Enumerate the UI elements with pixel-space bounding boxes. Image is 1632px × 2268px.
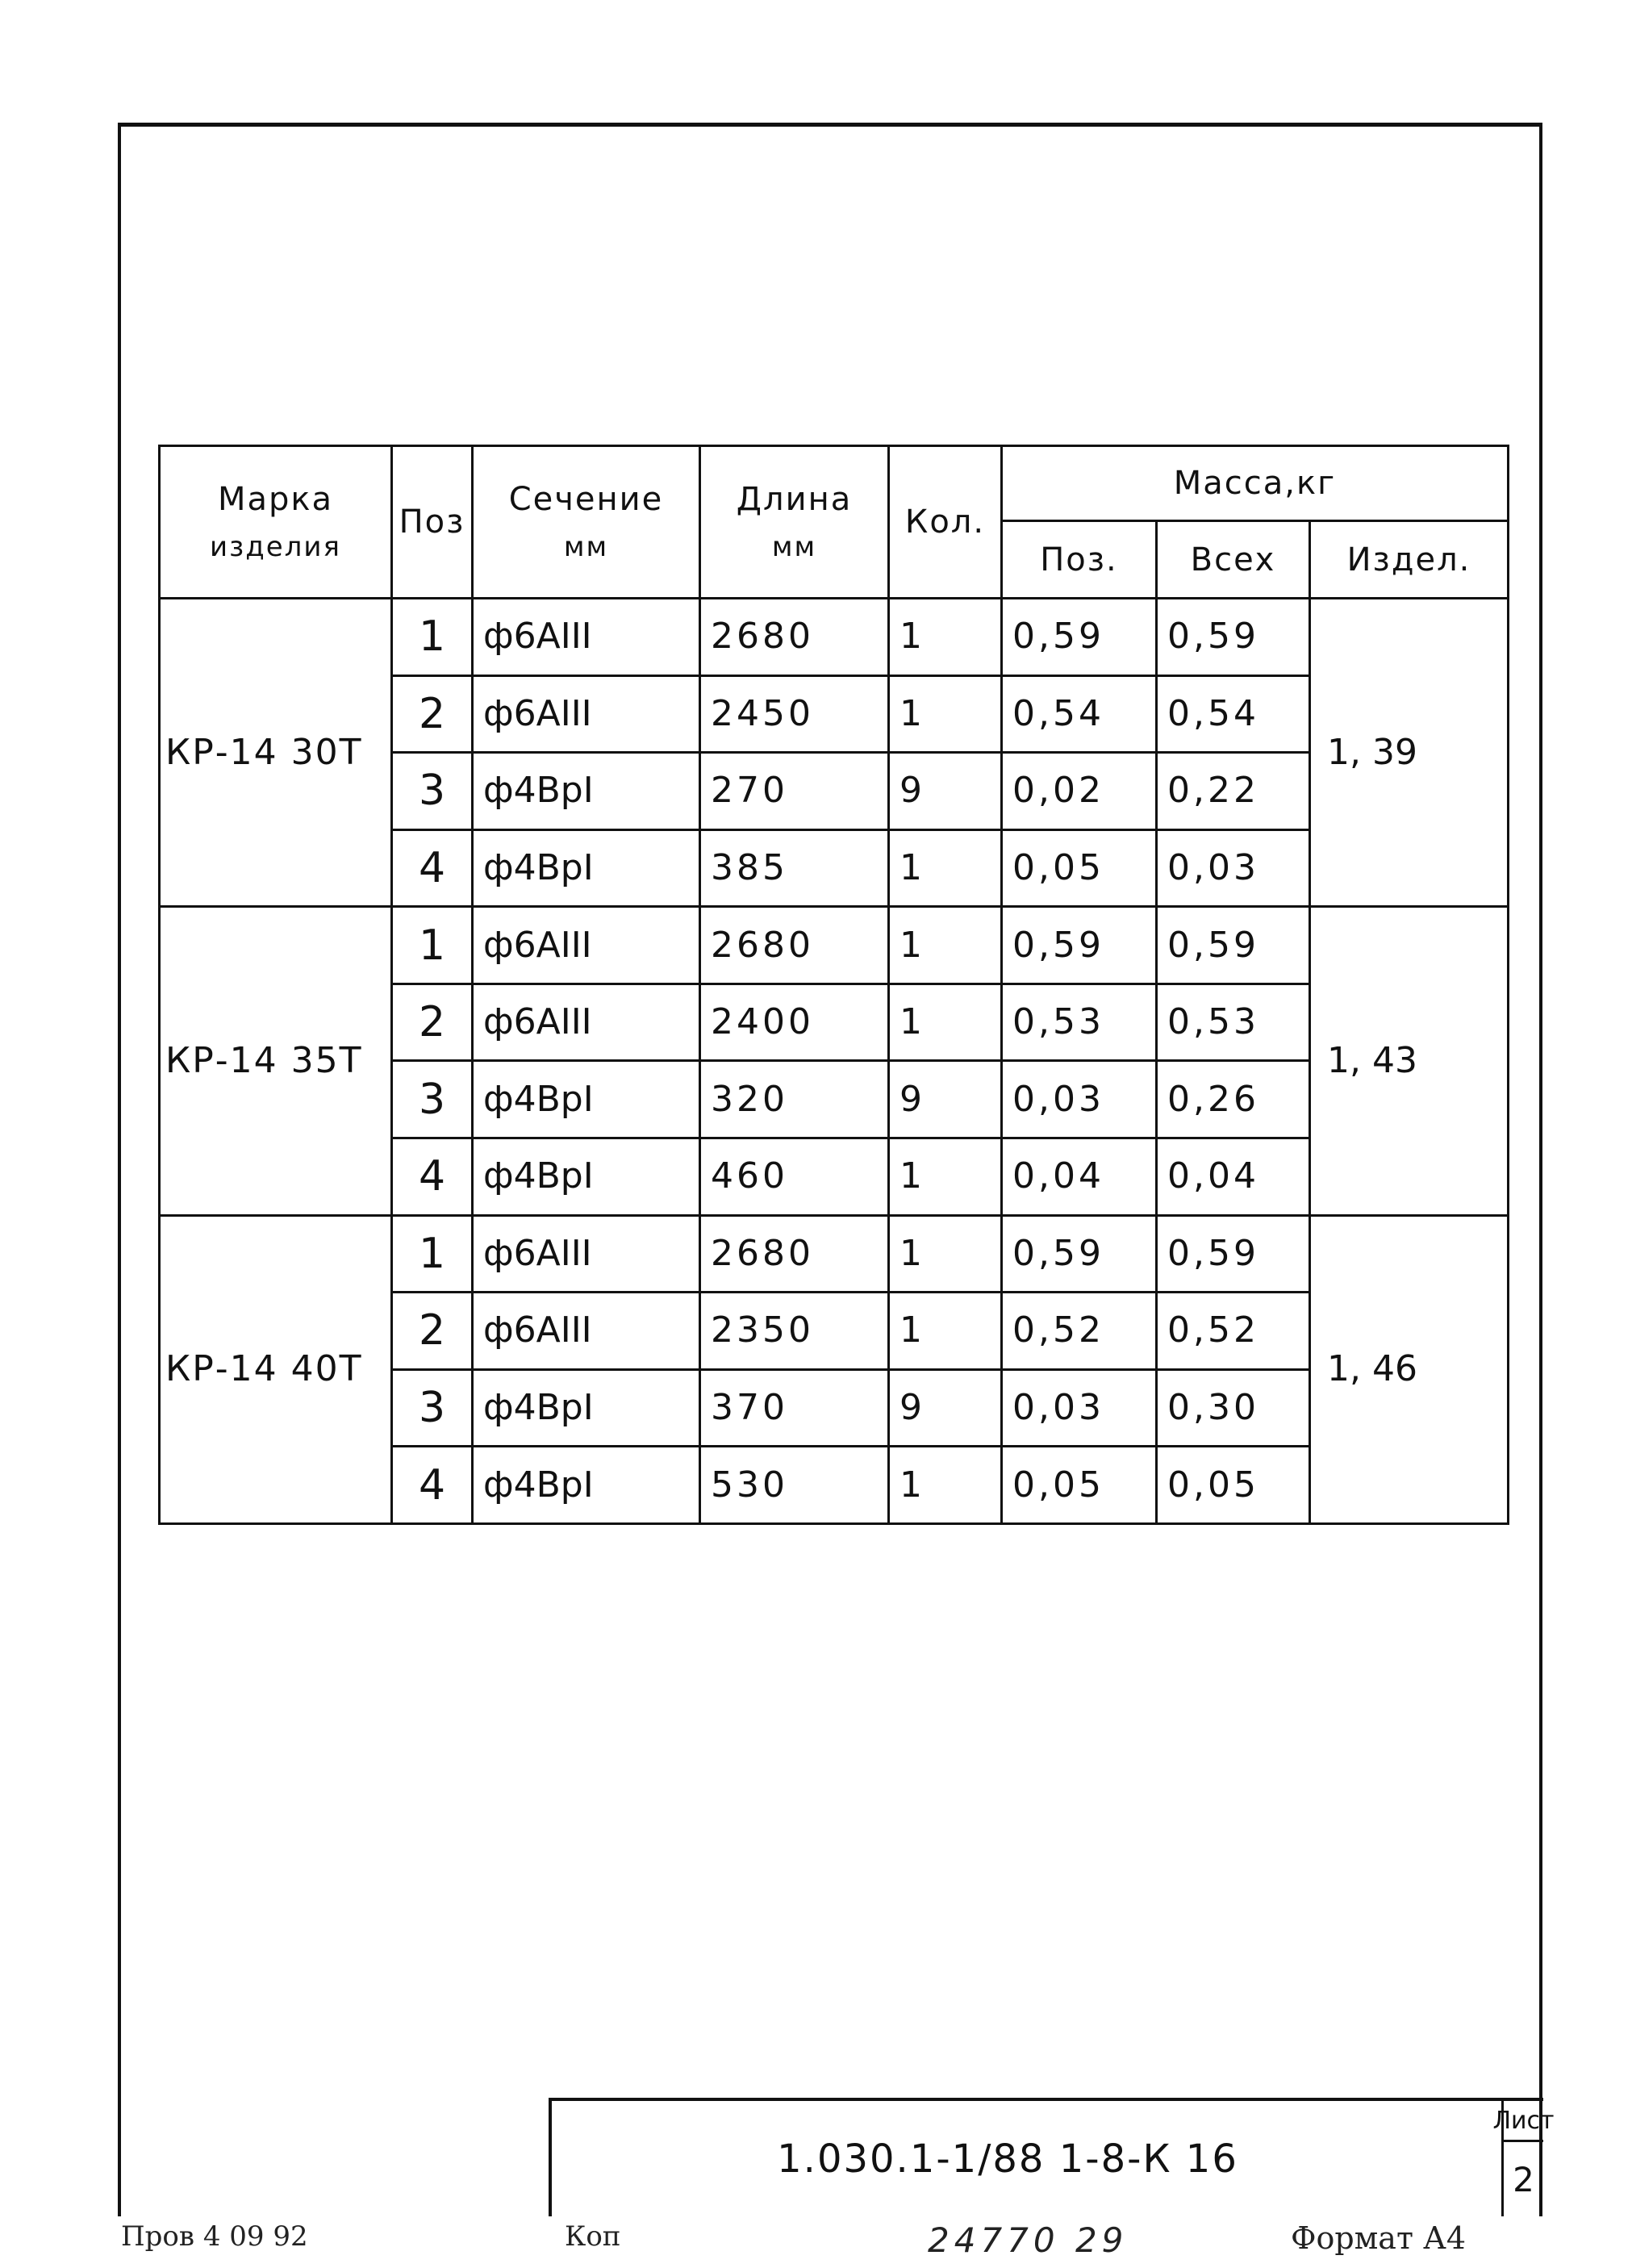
- cell-section: ф6АIII: [473, 1215, 700, 1293]
- cell-mass-pos: 0,03: [1002, 1369, 1157, 1447]
- cell-length: 2400: [700, 984, 889, 1061]
- cell-pos: 1: [392, 1215, 473, 1293]
- header-pos: Поз: [392, 446, 473, 599]
- cell-qty: 1: [889, 1293, 1002, 1370]
- item-mass: 1, 43: [1310, 907, 1509, 1215]
- cell-pos: 4: [392, 829, 473, 907]
- cell-length: 320: [700, 1061, 889, 1138]
- header-mass-all: Всех: [1157, 521, 1310, 599]
- item-mark: КР-14 30Т: [160, 599, 392, 907]
- cell-section: ф4ВрI: [473, 1369, 700, 1447]
- cell-qty: 1: [889, 1447, 1002, 1524]
- header-mass-item: Издел.: [1310, 521, 1509, 599]
- cell-mass-all: 0,54: [1157, 675, 1310, 753]
- cell-mass-all: 0,53: [1157, 984, 1310, 1061]
- header-mass-pos: Поз.: [1002, 521, 1157, 599]
- cell-pos: 1: [392, 599, 473, 676]
- cell-qty: 9: [889, 1369, 1002, 1447]
- cell-mass-pos: 0,02: [1002, 753, 1157, 830]
- cell-qty: 1: [889, 1215, 1002, 1293]
- document-number: 24770 29: [928, 2220, 1129, 2260]
- cell-pos: 4: [392, 1138, 473, 1216]
- cell-section: ф4ВрI: [473, 829, 700, 907]
- cell-pos: 3: [392, 1369, 473, 1447]
- cell-pos: 1: [392, 907, 473, 984]
- checked-note: Пров 4 09 92: [121, 2220, 308, 2253]
- cell-pos: 2: [392, 984, 473, 1061]
- cell-length: 370: [700, 1369, 889, 1447]
- cell-length: 270: [700, 753, 889, 830]
- cell-length: 2350: [700, 1293, 889, 1370]
- cell-mass-pos: 0,52: [1002, 1293, 1157, 1370]
- item-mark: КР-14 40Т: [160, 1215, 392, 1523]
- cell-qty: 9: [889, 1061, 1002, 1138]
- table-row: [160, 907, 1509, 984]
- table-row: [160, 1215, 1509, 1293]
- cell-mass-pos: 0,54: [1002, 675, 1157, 753]
- specification-table: [158, 445, 1509, 1525]
- cell-length: 2680: [700, 907, 889, 984]
- cell-qty: 1: [889, 907, 1002, 984]
- cell-qty: 1: [889, 984, 1002, 1061]
- header-section: Сечение мм: [473, 446, 700, 599]
- cell-mass-all: 0,03: [1157, 829, 1310, 907]
- cell-qty: 1: [889, 1138, 1002, 1216]
- cell-mass-all: 0,30: [1157, 1369, 1310, 1447]
- cell-mass-all: 0,04: [1157, 1138, 1310, 1216]
- cell-mass-all: 0,52: [1157, 1293, 1310, 1370]
- cell-pos: 2: [392, 675, 473, 753]
- cell-mass-pos: 0,05: [1002, 829, 1157, 907]
- cell-section: ф4ВрI: [473, 753, 700, 830]
- header-mass: Масса,кг: [1002, 446, 1509, 521]
- cell-section: ф4ВрI: [473, 1447, 700, 1524]
- cell-mass-pos: 0,53: [1002, 984, 1157, 1061]
- sheet-format: Формат А4: [1291, 2220, 1467, 2256]
- cell-length: 2450: [700, 675, 889, 753]
- cell-qty: 1: [889, 599, 1002, 676]
- cell-section: ф4ВрI: [473, 1061, 700, 1138]
- cell-section: ф6АIII: [473, 675, 700, 753]
- header-length: Длина мм: [700, 446, 889, 599]
- cell-length: 530: [700, 1447, 889, 1524]
- cell-pos: 4: [392, 1447, 473, 1524]
- cell-length: 2680: [700, 599, 889, 676]
- cell-section: ф4ВрI: [473, 1138, 700, 1216]
- cell-section: ф6АIII: [473, 907, 700, 984]
- cell-mass-all: 0,05: [1157, 1447, 1310, 1524]
- cell-mass-pos: 0,04: [1002, 1138, 1157, 1216]
- item-mark: КР-14 35Т: [160, 907, 392, 1215]
- cell-mass-all: 0,26: [1157, 1061, 1310, 1138]
- cell-section: ф6АIII: [473, 984, 700, 1061]
- cell-qty: 9: [889, 753, 1002, 830]
- cell-length: 385: [700, 829, 889, 907]
- table-row: [160, 599, 1509, 676]
- cell-qty: 1: [889, 829, 1002, 907]
- cell-length: 460: [700, 1138, 889, 1216]
- cell-mass-pos: 0,05: [1002, 1447, 1157, 1524]
- cell-mass-pos: 0,03: [1002, 1061, 1157, 1138]
- cell-mass-pos: 0,59: [1002, 907, 1157, 984]
- document-code: 1.030.1-1/88 1-8-К 16: [777, 2136, 1238, 2182]
- cell-mass-pos: 0,59: [1002, 1215, 1157, 1293]
- cell-mass-pos: 0,59: [1002, 599, 1157, 676]
- cell-mass-all: 0,59: [1157, 907, 1310, 984]
- cell-pos: 2: [392, 1293, 473, 1370]
- copied-note: Коп: [565, 2220, 621, 2253]
- cell-mass-all: 0,59: [1157, 1215, 1310, 1293]
- cell-length: 2680: [700, 1215, 889, 1293]
- sheet-number: 2: [1513, 2159, 1534, 2199]
- cell-pos: 3: [392, 1061, 473, 1138]
- sheet-label: Лист: [1504, 2101, 1543, 2142]
- title-block: [549, 2098, 1555, 2216]
- cell-section: ф6АIII: [473, 599, 700, 676]
- cell-pos: 3: [392, 753, 473, 830]
- cell-mass-all: 0,59: [1157, 599, 1310, 676]
- header-qty: Кол.: [889, 446, 1002, 599]
- cell-mass-all: 0,22: [1157, 753, 1310, 830]
- header-mark: Марка изделия: [160, 446, 392, 599]
- cell-qty: 1: [889, 675, 1002, 753]
- cell-section: ф6АIII: [473, 1293, 700, 1370]
- sheet-box: [1492, 2101, 1555, 2216]
- item-mass: 1, 46: [1310, 1215, 1509, 1523]
- item-mass: 1, 39: [1310, 599, 1509, 907]
